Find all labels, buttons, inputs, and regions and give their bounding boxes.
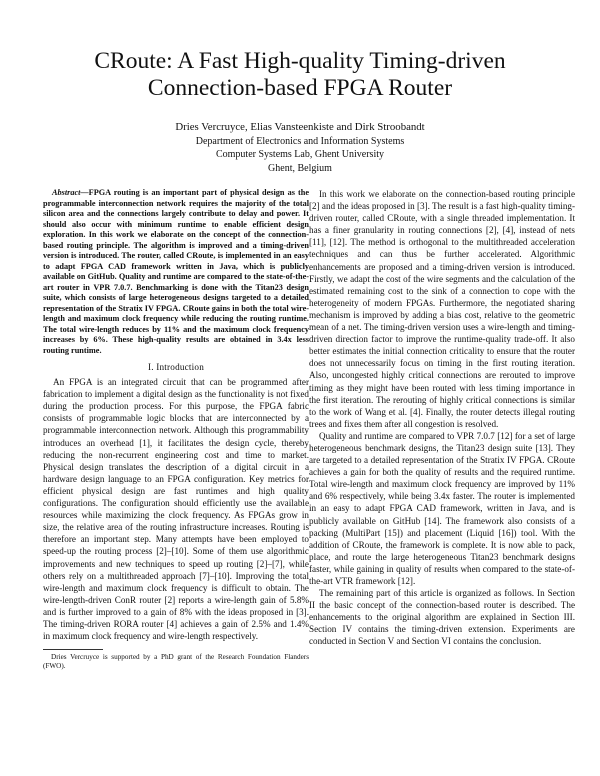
abstract [43,188,309,356]
right-column [309,188,575,648]
title-line-2: Connection-based FPGA Router [147,75,453,101]
intro-paragraph-4: The remaining part of this article is organized as follows. In Section II the basic concept of the connection-based router is described. The enhancements to the original algorithm are explained in Section III. Section IV contains the timing-driven extension. Experiments are conducted in Section V and Section VI contains the conclusion. [309,588,575,647]
affiliation-lab: Computer Systems Lab, Ghent University [215,149,385,161]
abstract-lead: Abstract— [52,188,89,197]
intro-paragraph-1: An FPGA is an integrated circuit that can be programmed after fabrication to implement a digital design as the functionality is not fixed during the production process. For this purpose, the FPGA fabric consists of programmable logic blocks that are interconnected by a programmable interconnection network. Although this programmability introduces an overhead [1], it facilitates the design cycle, thereby reducing the non-recurrent engineering cost and time to market. Physical design translates the description of a digital circuit in a hardware design language to an FPGA configuration. Key metrics for efficient physical design are fast runtimes and high quality configurations. The configuration should efficiently use the available resources while maximizing the clock frequency. As FPGAs grow in size, the relative area of the routing infrastructure increases. Routing is therefore an important step. Many attempts have been employed to speed-up the routing process [2]–[10]. Some of them use algorithmic improvements and new techniques to speed up routing [2]–[7], while others rely on a multithreaded approach [7]–[10]. Improving the total wire-length and maximum clock frequency is difficult to obtain. The wire-length-driven ConR router [2] reports a wire-length gain of 5.8% and is further improved to a gain of 8% with the ideas proposed in [3]. The timing-driven RORA router [4] achieves a gain of 2.5% and 1.4% in maximum clock frequency and wire-length respectively. [43,377,309,642]
author-names: Dries Vercruyce, Elias Vansteenkiste and Dirk Stroobandt [175,121,425,133]
author-block [60,121,540,175]
intro-paragraph-2: In this work we elaborate on the connection-based routing principle [2] and the ideas proposed in [3]. The result is a fast high-quality timing-driven router, called CRoute, with a single threaded implementation. It has a finer granularity in routing connections [2], [4], instead of nets [11], [12]. The method is orthogonal to the multithreaded acceleration techniques and can thus be further accelerated. Algorithmic enhancements are proposed and a timing-driven version is introduced. Firstly, we adapt the cost of the wire segments and the calculation of the estimated remaining cost to the sink of a connection to cope with the heterogeneity of modern FPGAs. Furthermore, the negotiated sharing mechanism is improved by adding a bias cost, relative to the geometric mean of a net. The timing-driven version uses a wire-length and timing-driven direction factor to improve the runtime-quality trade-off. It also better estimates the initial connection criticality to ensure that the router does not unnecessarily focus on timing in the first routing iteration. Also, uncongested highly critical connections are rerouted to improve timing as they might have been routed with less timing importance in the first iteration. The rerouting of highly critical connections is similar to the work of Wang et al. [4]. Finally, the router detects illegal routing trees and fixes them after all congestion is resolved. [309,189,575,429]
affiliation-department: Department of Electronics and Information Systems [195,136,405,148]
intro-paragraph-3: Quality and runtime are compared to VPR 7.0.7 [12] for a set of large heterogeneous benchmark designs, the Titan23 design suite [13]. They are targeted to a detailed representation of the Stratix IV FPGA. CRoute achieves a gain for both the quality of results and the required runtime. Total wire-length and maximum clock frequency are improved by 11% and 6% respectively, while being 3.4x faster. The router is implemented in an easy to adapt FPGA CAD framework, written in Java, and is publicly available on GitHub [14]. The framework also consists of a packing (MultiPart [15]) and placement (Liquid [16]) tool. With the addition of CRoute, the framework is complete. It is now able to pack, place, and route the large heterogeneous Titan23 benchmark designs faster, while gaining in quality of results when compared to the state-of-the-art VTR framework [12]. [309,430,575,586]
footnote-divider [43,649,103,650]
left-column [43,188,309,671]
paper-title [40,48,560,102]
title-line-1: CRoute: A Fast High-quality Timing-driven [94,48,506,74]
abstract-text: FPGA routing is an important part of physical design as the programmable interconnection network requires the majority of the total silicon area and the connections largely contribute to delay and power. It should also occur with minimum runtime to enable efficient design exploration. In this work we elaborate on the concept of the connection-based routing principle. The algorithm is improved and a timing-driven version is introduced. The router, called CRoute, is implemented in an easy to adapt FPGA CAD framework written in Java, which is publicly available on GitHub. Quality and runtime are compared to the state-of-the-art router in VPR 7.0.7. Benchmarking is done with the Titan23 design suite, which consists of large heterogeneous designs targeted to a detailed representation of the Stratix IV FPGA. CRoute gains in both the total wire-length and maximum clock frequency while reducing the routing runtime. The total wire-length reduces by 11% and the maximum clock frequency increases by 6%. These high-quality results are obtained in 3.4x less routing runtime. [43,188,309,355]
section-heading-introduction: I. Introduction [147,362,205,372]
funding-footnote: Dries Vercruyce is supported by a PhD grant of the Research Foundation Flanders (FWO). [43,653,309,671]
affiliation-location: Ghent, Belgium [268,162,332,174]
